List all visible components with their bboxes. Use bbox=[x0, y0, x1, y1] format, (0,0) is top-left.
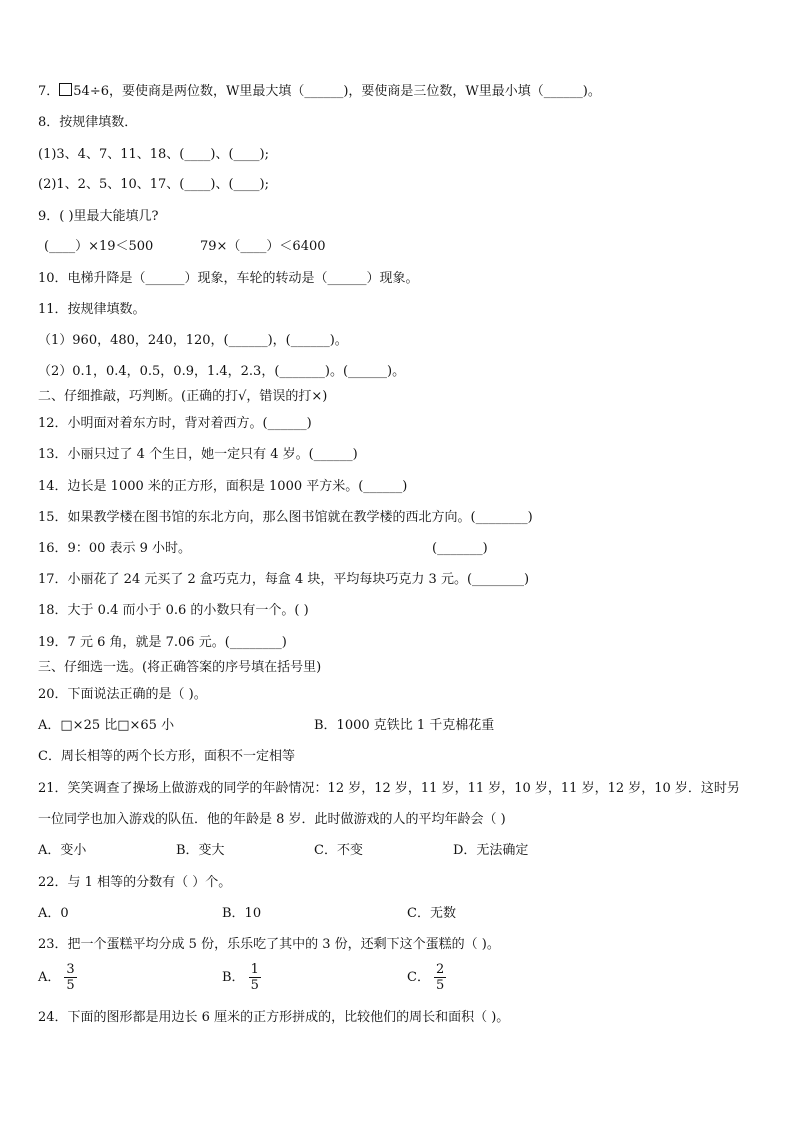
fraction-b-denominator: 5 bbox=[250, 978, 259, 993]
question-20-option-c: C．周长相等的两个长方形，面积不一定相等 bbox=[38, 749, 295, 764]
question-21-option-d: D．无法确定 bbox=[453, 843, 529, 858]
question-7 bbox=[38, 83, 601, 101]
fraction-a bbox=[64, 962, 76, 993]
question-7-text: 54÷6，要使商是两位数，W里最大填（______)，要使商是三位数，W里最小填（______)。 bbox=[73, 84, 601, 99]
question-11-line-2: （2）0.1，0.4，0.5，0.9，1.4，2.3，(_______)。(______)。 bbox=[38, 364, 406, 379]
fraction-c-denominator: 5 bbox=[435, 978, 445, 993]
question-21-line-1: 21．笑笑调查了操场上做游戏的同学的年龄情况：12 岁，12 岁，11 岁，11 岁，10 岁，11 岁，12 岁，10 岁．这时另 bbox=[38, 781, 740, 796]
question-23-option-b bbox=[222, 962, 265, 993]
question-21-option-a: A．变小 bbox=[38, 843, 87, 858]
question-12: 12．小明面对着东方时，背对着西方。(______) bbox=[38, 416, 312, 431]
fraction-a-numerator: 3 bbox=[66, 962, 75, 977]
question-24: 24．下面的图形都是用边长 6 厘米的正方形拼成的，比较他们的周长和面积（ )。 bbox=[38, 1010, 510, 1025]
question-22-stem: 22．与 1 相等的分数有（ ）个。 bbox=[38, 875, 232, 890]
question-8-line-2: (2)1、2、5、10、17、(____)、(____); bbox=[38, 177, 269, 192]
question-18: 18．大于 0.4 而小于 0.6 的小数只有一个。( ) bbox=[38, 603, 309, 618]
question-15: 15．如果教学楼在图书馆的东北方向，那么图书馆就在教学楼的西北方向。(________) bbox=[38, 510, 533, 525]
question-10: 10．电梯升降是（______）现象，车轮的转动是（______）现象。 bbox=[38, 271, 419, 286]
question-23-option-a bbox=[38, 962, 81, 993]
question-11-title: 11．按规律填数。 bbox=[38, 302, 146, 317]
question-16-blank: (_______) bbox=[432, 541, 488, 556]
fraction-c bbox=[434, 962, 446, 993]
question-11-line-1: （1）960，480，240，120，(______)，(______)。 bbox=[38, 333, 348, 348]
question-22-option-c: C．无数 bbox=[407, 906, 456, 921]
question-9-part-a: (____）×19＜500 bbox=[44, 239, 154, 254]
fraction-c-numerator: 2 bbox=[435, 962, 445, 977]
question-16-text: 16．9：00 表示 9 小时。 bbox=[38, 541, 192, 556]
question-23-stem: 23．把一个蛋糕平均分成 5 份，乐乐吃了其中的 3 份，还剩下这个蛋糕的（ )。 bbox=[38, 937, 500, 952]
question-21-option-c: C．不变 bbox=[314, 843, 363, 858]
question-20-option-a: A．□×25 比□×65 小 bbox=[38, 718, 175, 733]
question-8-title: 8．按规律填数． bbox=[38, 115, 138, 130]
question-8-line-1: (1)3、4、7、11、18、(____)、(____); bbox=[38, 147, 269, 162]
question-19: 19．7 元 6 角，就是 7.06 元。(________) bbox=[38, 635, 287, 650]
question-14: 14．边长是 1000 米的正方形，面积是 1000 平方米。(______) bbox=[38, 479, 408, 494]
question-20-option-b: B．1000 克铁比 1 千克棉花重 bbox=[314, 718, 495, 733]
question-21-option-b: B．变大 bbox=[176, 843, 225, 858]
section-2-heading: 二、仔细推敲，巧判断。(正确的打√，错误的打×) bbox=[38, 389, 328, 404]
question-9-part-b: 79×（____）＜6400 bbox=[200, 239, 326, 254]
option-b-label: B． bbox=[222, 970, 245, 985]
question-20-stem: 20．下面说法正确的是（ )。 bbox=[38, 687, 207, 702]
question-17: 17．小丽花了 24 元买了 2 盒巧克力，每盒 4 块，平均每块巧克力 3 元。(________) bbox=[38, 572, 530, 587]
option-a-label: A． bbox=[38, 970, 61, 985]
question-9-title: 9．( )里最大能填几? bbox=[38, 209, 159, 224]
option-c-label: C． bbox=[407, 970, 430, 985]
fraction-b bbox=[249, 962, 261, 993]
question-22-option-a: A．0 bbox=[38, 906, 69, 921]
question-7-number: 7． bbox=[38, 84, 60, 99]
question-22-option-b: B．10 bbox=[222, 906, 262, 921]
question-23-option-c bbox=[407, 962, 450, 993]
fraction-b-numerator: 1 bbox=[250, 962, 259, 977]
blank-box-icon bbox=[59, 83, 72, 96]
section-3-heading: 三、仔细选一选。(将正确答案的序号填在括号里) bbox=[38, 660, 322, 675]
question-21-line-2: 一位同学也加入游戏的队伍．他的年龄是 8 岁．此时做游戏的人的平均年龄会（ ) bbox=[38, 812, 506, 827]
fraction-a-denominator: 5 bbox=[66, 978, 75, 993]
question-13: 13．小丽只过了 4 个生日，她一定只有 4 岁。(______) bbox=[38, 447, 358, 462]
